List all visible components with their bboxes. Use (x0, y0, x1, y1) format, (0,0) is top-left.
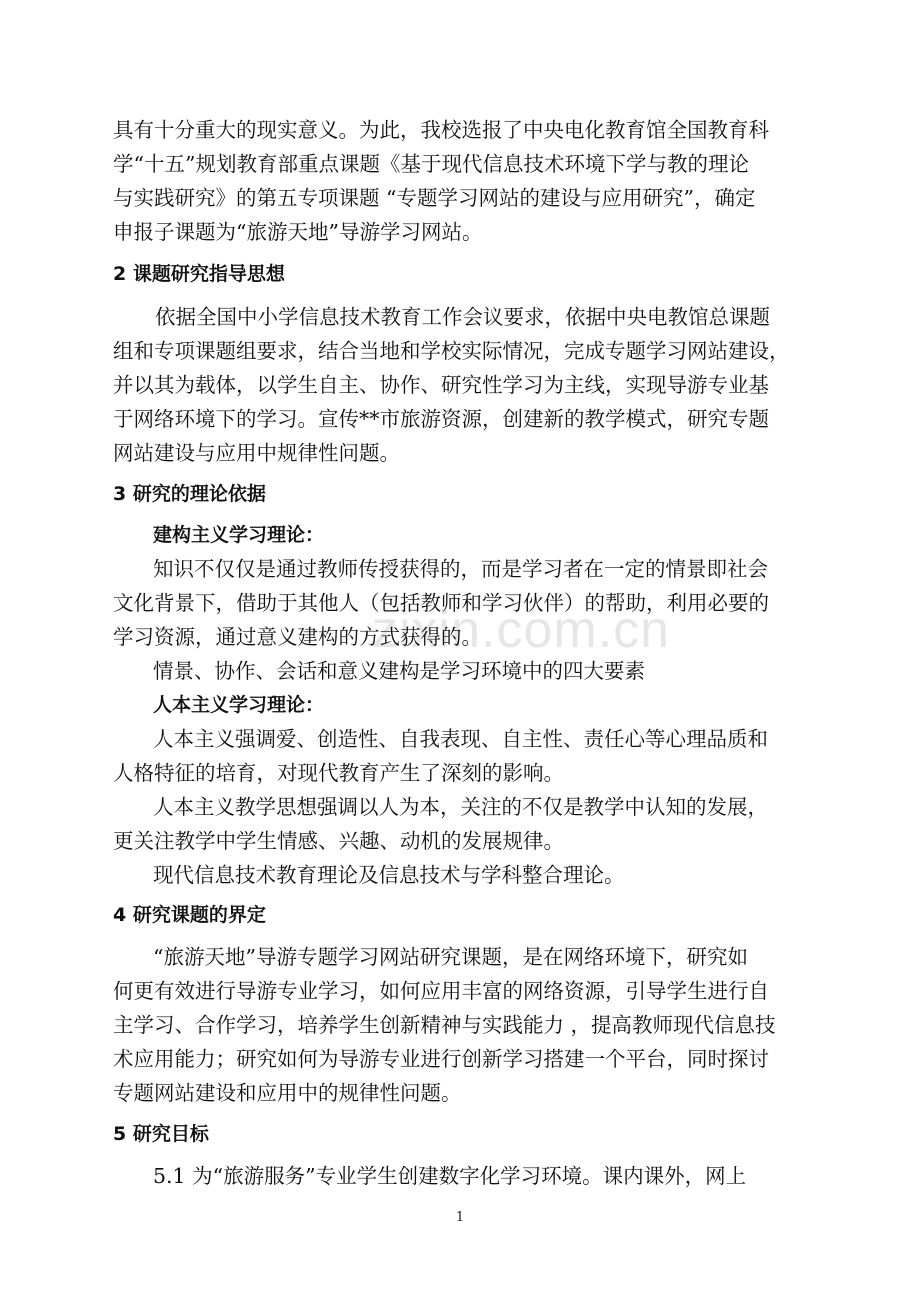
subheading-humanism: 人本主义学习理论： (153, 694, 325, 716)
paragraph-line: 具有十分重大的现实意义。为此，我校选报了中央电化教育馆全国教育科 (113, 118, 769, 142)
paragraph-line: 知识不仅仅是通过教师传授获得的，而是学习者在一定的情景即社会 (153, 557, 768, 581)
paragraph-line: 更关注教学中学生情感、兴趣、动机的发展规律。 (113, 829, 564, 853)
paragraph-line: 文化背景下，借助于其他人（包括教师和学习伙伴）的帮助，利用必要的 (113, 591, 769, 615)
paragraph-line: 依据全国中小学信息技术教育工作会议要求，依据中央电教馆总课题 (155, 305, 770, 329)
paragraph-line: 主学习、合作学习，培养学生创新精神与实践能力 ，提高教师现代信息技 (113, 1013, 776, 1037)
section-heading-3: 3 研究的理论依据 (113, 483, 266, 505)
paragraph-line: “旅游天地”导游专题学习网站研究课题，是在网络环境下，研究如 (153, 945, 748, 969)
page-number: 1 (455, 1210, 465, 1225)
paragraph-line: 何更有效进行导游专业学习，如何应用丰富的网络资源，引导学生进行自 (113, 979, 769, 1003)
paragraph-line: 情景、协作、会话和意义建构是学习环境中的四大要素 (153, 659, 645, 683)
section-heading-5: 5 研究目标 (113, 1123, 209, 1145)
section-heading-2: 2 课题研究指导思想 (113, 263, 285, 285)
paragraph-line: 与实践研究》的第五专项课题 “专题学习网站的建设与应用研究”，确定 (113, 186, 756, 210)
paragraph-line: 组和专项课题组要求，结合当地和学校实际情况，完成专题学习网站建设， (113, 339, 790, 363)
section-heading-4: 4 研究课题的界定 (113, 904, 266, 926)
paragraph-line: 人本主义教学思想强调以人为本，关注的不仅是教学中认知的发展， (153, 795, 768, 819)
paragraph-line: 5.1 为“旅游服务”专业学生创建数字化学习环境。课内课外，网上 (153, 1164, 747, 1188)
paragraph-line: 人格特征的培育，对现代教育产生了深刻的影响。 (113, 761, 564, 785)
subheading-constructivism: 建构主义学习理论： (153, 524, 325, 546)
paragraph-line: 学“十五”规划教育部重点课题《基于现代信息技术环境下学与教的理论 (113, 152, 749, 176)
paragraph-line: 专题网站建设和应用中的规律性问题。 (113, 1081, 462, 1105)
paragraph-line: 网站建设与应用中规律性问题。 (113, 441, 400, 465)
paragraph-line: 人本主义强调爱、创造性、自我表现、自主性、责任心等心理品质和 (153, 727, 768, 751)
paragraph-line: 并以其为载体，以学生自主、协作、研究性学习为主线，实现导游专业基 (113, 373, 769, 397)
paragraph-line: 学习资源，通过意义建构的方式获得的。 (113, 625, 482, 649)
paragraph-line: 申报子课题为“旅游天地”导游学习网站。 (113, 220, 483, 244)
watermark: zixin.com.cn (372, 601, 671, 659)
paragraph-line: 术应用能力；研究如何为导游专业进行创新学习搭建一个平台，同时探讨 (113, 1047, 769, 1071)
paragraph-line: 现代信息技术教育理论及信息技术与学科整合理论。 (153, 863, 625, 887)
paragraph-line: 于网络环境下的学习。宣传**市旅游资源，创建新的教学模式，研究专题 (113, 407, 769, 431)
